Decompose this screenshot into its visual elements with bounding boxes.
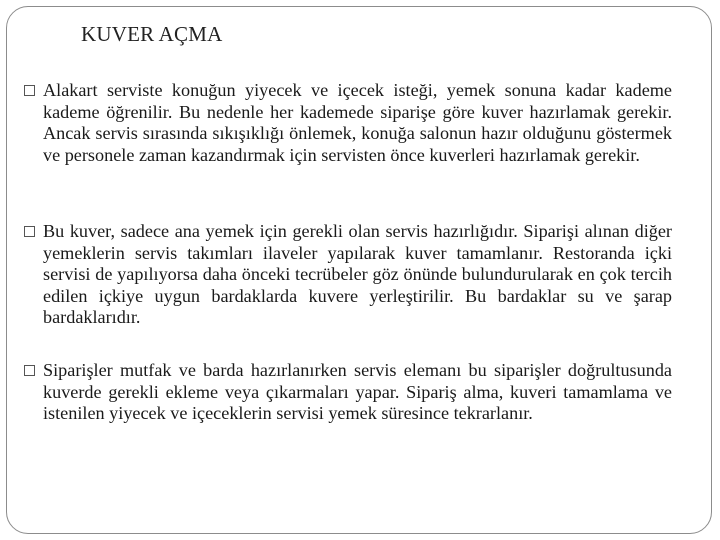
bullet-item bbox=[24, 221, 672, 329]
bullet-item bbox=[24, 80, 672, 166]
square-bullet-icon bbox=[24, 365, 35, 376]
bullet-item bbox=[24, 360, 672, 425]
bullet-text: Bu kuver, sadece ana yemek için gerekli olan servis hazırlığıdır. Siparişi alınan diğer yemeklerin servis takımları ilaveler yapılarak kuver tamamlanır. Restoranda içki servisi de yapılıyorsa daha önceki tecrübeler göz önünde bulundurularak en çok tercih edilen içkiye uygun bardaklarda kuvere yerleştirilir. Bu bardaklar su ve şarap bardaklarıdır. bbox=[43, 221, 672, 327]
square-bullet-icon bbox=[24, 226, 35, 237]
bullet-text: Siparişler mutfak ve barda hazırlanırken servis elemanı bu siparişler doğrultusunda kuverde gerekli ekleme veya çıkarmaları yapar. Sipariş alma, kuveri tamamlama ve istenilen yiyecek ve içeceklerin servisi yemek süresince tekrarlanır. bbox=[43, 360, 672, 423]
bullet-text: Alakart serviste konuğun yiyecek ve içecek isteği, yemek sonuna kadar kademe kademe öğrenilir. Bu nedenle her kademede siparişe göre kuver hazırlamak gerekir. Ancak servis sırasında sıkışıklığı önlemek, konuğa salonun hazır olduğunu göstermek ve personele zaman kazandırmak için servisten önce kuverleri hazırlamak gerekir. bbox=[43, 80, 672, 165]
slide-title: KUVER AÇMA bbox=[81, 22, 223, 46]
square-bullet-icon bbox=[24, 85, 35, 96]
